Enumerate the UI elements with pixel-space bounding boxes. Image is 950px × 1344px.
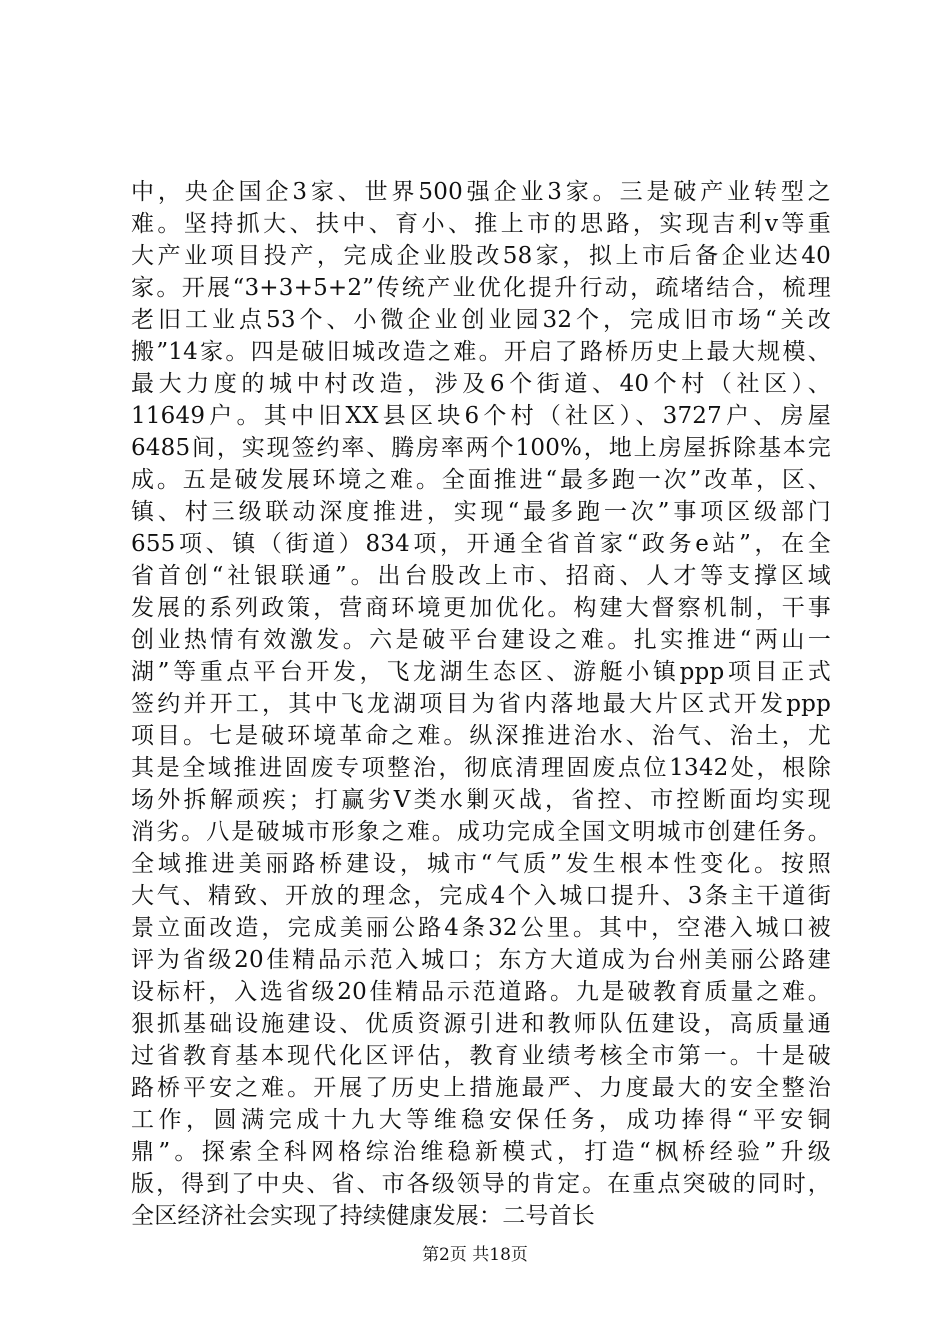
text-line: 中，央企国企3家、世界500强企业3家。三是破产业转型之 xyxy=(131,179,831,205)
text-line: 场外拆解顽疾；打赢劣V类水剿灭战，省控、市控断面均实现 xyxy=(131,787,831,813)
text-line: 消劣。八是破城市形象之难。成功完成全国文明城市创建任务。 xyxy=(131,819,831,845)
body-paragraph xyxy=(131,176,831,1232)
text-line: 6485间，实现签约率、腾房率两个100%，地上房屋拆除基本完 xyxy=(131,435,831,461)
text-line: 设标杆，入选省级20佳精品示范道路。九是破教育质量之难。 xyxy=(131,979,831,1005)
text-line: 大产业项目投产，完成企业股改58家，拟上市后备企业达40 xyxy=(131,243,831,269)
text-line: 其是全域推进固废专项整治，彻底清理固废点位1342处，根除 xyxy=(131,755,831,781)
text-line: 景立面改造，完成美丽公路4条32公里。其中，空港入城口被 xyxy=(131,915,831,941)
text-line: 创业热情有效激发。六是破平台建设之难。扎实推进“两山一 xyxy=(131,627,831,653)
text-line: 鼎”。探索全科网格综治维稳新模式，打造“枫桥经验”升级 xyxy=(131,1139,831,1165)
text-line: 版，得到了中央、省、市各级领导的肯定。在重点突破的同时， xyxy=(131,1171,831,1197)
text-line: 11649户。其中旧XX县区块6个村（社区）、3727户、房屋 xyxy=(131,403,831,429)
text-line: 镇、村三级联动深度推进，实现“最多跑一次”事项区级部门 xyxy=(131,499,831,525)
text-line: 路桥平安之难。开展了历史上措施最严、力度最大的安全整治 xyxy=(131,1075,831,1101)
text-line: 项目。七是破环境革命之难。纵深推进治水、治气、治土，尤 xyxy=(131,723,831,749)
text-line: 老旧工业点53个、小微企业创业园32个，完成旧市场“关改 xyxy=(131,307,831,333)
text-line: 655项、镇（街道）834项，开通全省首家“政务e站”，在全 xyxy=(131,531,831,557)
text-line: 搬”14家。四是破旧城改造之难。开启了路桥历史上最大规模、 xyxy=(131,339,831,365)
text-line: 最大力度的城中村改造，涉及6个街道、40个村（社区）、 xyxy=(131,371,831,397)
text-line: 省首创“社银联通”。出台股改上市、招商、人才等支撑区域 xyxy=(131,563,831,589)
text-line: 过省教育基本现代化区评估，教育业绩考核全市第一。十是破 xyxy=(131,1043,831,1069)
page-number-footer: 第2页 共18页 xyxy=(422,1245,528,1265)
text-line: 湖”等重点平台开发，飞龙湖生态区、游艇小镇ppp项目正式 xyxy=(131,659,831,685)
text-line: 家。开展“3+3+5+2”传统产业优化提升行动，疏堵结合，梳理 xyxy=(131,275,831,301)
text-line: 签约并开工，其中飞龙湖项目为省内落地最大片区式开发ppp xyxy=(131,691,831,717)
text-line: 全区经济社会实现了持续健康发展：二号首长 xyxy=(131,1203,595,1229)
text-line: 发展的系列政策，营商环境更加优化。构建大督察机制，干事 xyxy=(131,595,831,621)
text-line: 全域推进美丽路桥建设，城市“气质”发生根本性变化。按照 xyxy=(131,851,831,877)
text-line: 评为省级20佳精品示范入城口；东方大道成为台州美丽公路建 xyxy=(131,947,831,973)
text-line: 狠抓基础设施建设、优质资源引进和教师队伍建设，高质量通 xyxy=(131,1011,831,1037)
text-line: 成。五是破发展环境之难。全面推进“最多跑一次”改革，区、 xyxy=(131,467,831,493)
text-line: 大气、精致、开放的理念，完成4个入城口提升、3条主干道街 xyxy=(131,883,831,909)
text-line: 工作，圆满完成十九大等维稳安保任务，成功捧得“平安铜 xyxy=(131,1107,831,1133)
text-line: 难。坚持抓大、扶中、育小、推上市的思路，实现吉利v等重 xyxy=(131,211,831,237)
